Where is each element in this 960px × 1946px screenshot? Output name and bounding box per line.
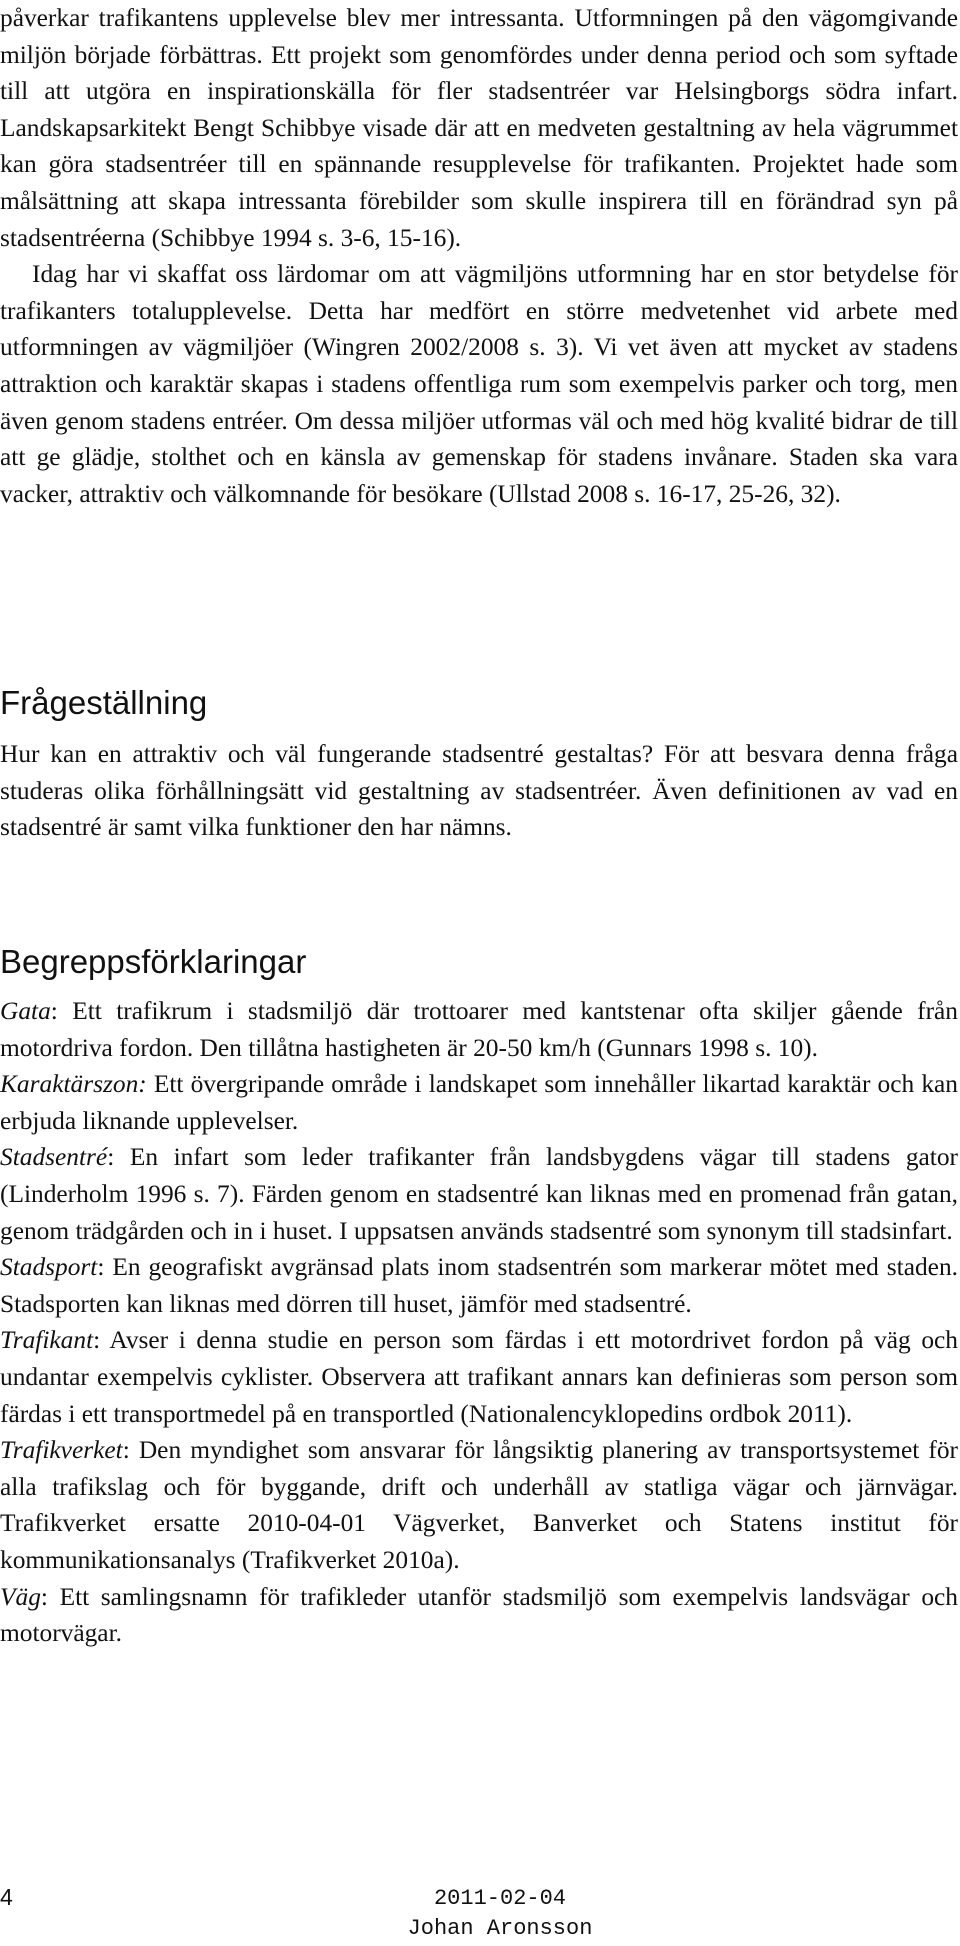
term-separator: : <box>50 997 58 1025</box>
intro-paragraph-2: Idag har vi skaffat oss lärdomar om att vägmiljöns utformning har en stor betydelse för trafikanters totalupplevelse. Detta har medfört en större medvetenhet vid arbete med utformningen av vägmiljöer (Wingren 2002/2008 s. 3). Vi vet även att mycket av stadens attraktion och karaktär skapas i stadens offentliga rum som exempelvis parker och torg, men även genom stadens entréer. Om dessa miljöer utformas väl och med hög kvalité bidrar de till att ge glädje, stolthet och en känsla av gemenskap för stadens invånare. Staden ska vara vacker, attraktiv och välkomnande för besökare (Ullstad 2008 s. 16-17, 25-26, 32). <box>0 260 958 508</box>
definition-text: En geografiskt avgränsad plats inom stadsentrén som markerar mötet med staden. Stadsporten kan liknas med dörren till huset, jämför med stadsentré. <box>0 1253 958 1318</box>
term-trafikverket: Trafikverket <box>0 1436 123 1465</box>
term-trafikant: Trafikant <box>0 1326 94 1355</box>
page-footer <box>0 1880 960 1946</box>
heading-begreppsforklaringar: Begreppsförklaringar <box>0 943 307 980</box>
definition-karaktarszon <box>0 1066 958 1139</box>
term-separator: : <box>122 1436 130 1465</box>
term-separator: : <box>93 1326 101 1355</box>
footer-date: 2011-02-04 <box>433 1886 567 1911</box>
definition-text: Ett övergripande område i landskapet som innehåller likartad karaktär och kan erbjuda liknande upplevelser. <box>0 1070 958 1135</box>
term-karaktarszon: Karaktärszon: <box>0 1070 147 1099</box>
definition-trafikverket <box>0 1432 958 1578</box>
page-number: 4 <box>0 1884 13 1910</box>
definition-text: En infart som leder trafikanter från landsbygdens vägar till stadens gator (Linderholm 1996 s. 7). Färden genom en stadsentré kan liknas med en promenad från gatan, genom trädgården och in i huset. I uppsatsen används stadsentré som synonym till stadsinfart. <box>0 1143 958 1245</box>
definition-trafikant <box>0 1322 958 1432</box>
term-stadsentre: Stadsentré <box>0 1143 108 1172</box>
term-separator: : <box>40 1582 48 1611</box>
definition-text: Den myndighet som ansvarar för långsiktig planering av transportsystemet för alla trafikslag och för byggande, drift och underhåll av statliga vägar och järnvägar. Trafikverket ersatte 2010-04-01 Vägverket, Banverket och Statens institut för kommunikationsanalys (Trafikverket 2010a). <box>0 1436 958 1574</box>
term-separator: : <box>97 1253 105 1282</box>
definition-text: Ett trafikrum i stadsmiljö där trottoarer med kantstenar ofta skiljer gående från motordriva fordon. Den tillåtna hastigheten är 20-50 km/h (Gunnars 1998 s. 10). <box>0 997 958 1062</box>
heading-fragestallning: Frågeställning <box>0 684 208 721</box>
definition-gata <box>0 993 958 1066</box>
intro-paragraph-1: påverkar trafikantens upplevelse blev mer intressanta. Utformningen på den vägomgivande miljön började förbättras. Ett projekt som genomfördes under denna period och som syftade till att utgöra en inspirationskälla för fler stadsentréer var Helsingborgs södra infart. Landskapsarkitekt Bengt Schibbye visade där att en medveten gestaltning av hela vägrummet kan göra stadsentréer till en spännande resupplevelse för trafikanten. Projektet hade som målsättning att skapa intressanta förebilder som skulle inspirera till en förändrad syn på stadsentréerna (Schibbye 1994 s. 3-6, 15-16). <box>0 4 958 252</box>
intro-section <box>0 0 958 512</box>
term-stadsport: Stadsport <box>0 1253 98 1282</box>
term-separator: : <box>107 1143 115 1172</box>
term-vag: Väg <box>0 1582 41 1611</box>
fragestallning-section <box>0 736 958 846</box>
definition-stadsport <box>0 1249 958 1322</box>
definition-text: Ett samlingsnamn för trafikleder utanför stadsmiljö som exempelvis landsvägar och motorvägar. <box>0 1582 958 1648</box>
definition-text: Avser i denna studie en person som färdas i ett motordrivet fordon på väg och undantar exempelvis cyklister. Observera att trafikant annars kan definieras som person som färdas i ett transportmedel på en transportled (Nationalencyklopedins ordbok 2011). <box>0 1326 958 1428</box>
footer-info <box>370 1884 630 1944</box>
fragestallning-paragraph: Hur kan en attraktiv och väl fungerande stadsentré gestaltas? För att besvara denna fråga studeras olika förhållningsätt vid gestaltning av stadsentréer. Även definitionen av vad en stadsentré är samt vilka funktioner den har nämns. <box>0 740 958 842</box>
definition-stadsentre <box>0 1139 958 1249</box>
definitions-list <box>0 993 958 1652</box>
term-gata: Gata <box>0 997 51 1025</box>
footer-author: Johan Aronsson <box>407 1916 593 1941</box>
definition-vag <box>0 1579 958 1652</box>
